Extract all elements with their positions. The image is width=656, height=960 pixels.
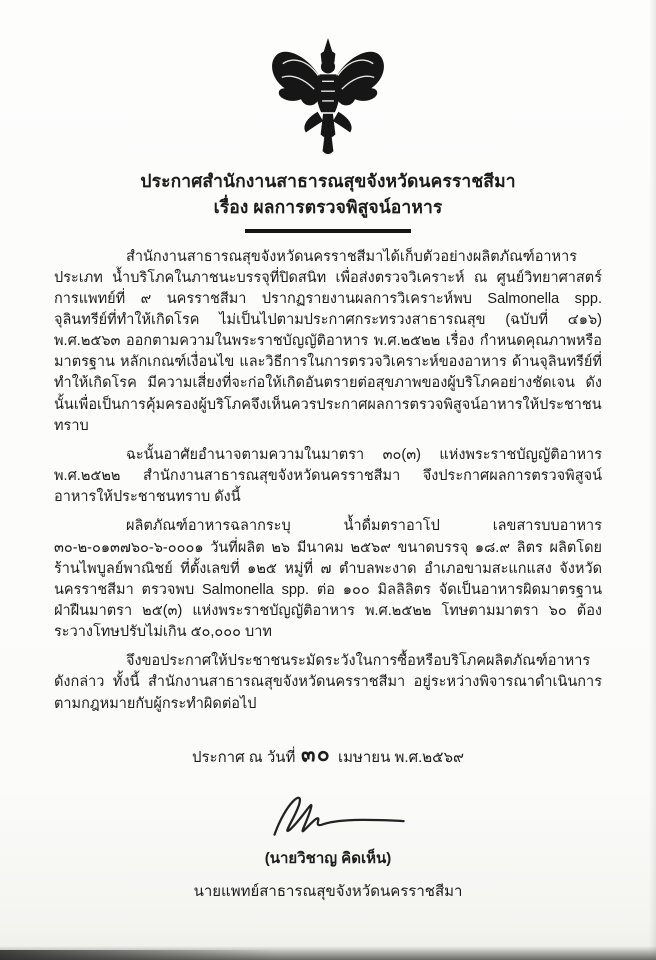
- emblem-container: [0, 0, 656, 162]
- signature-container: [24, 786, 656, 844]
- date-suffix: เมษายน พ.ศ.๒๕๖๙: [337, 748, 465, 766]
- paragraph-warning: จึงขอประกาศให้ประชาชนระมัดระวังในการซื้อหรือบริโภคผลิตภัณฑ์อาหารดังกล่าว ทั้งนี้ สำนักงานสาธารณสุขจังหวัดนครราชสีมา อยู่ระหว่างพิจารณาดำเนินการตามกฎหมายกับผู้กระทำผิดต่อไป: [54, 653, 602, 712]
- garuda-emblem-icon: [269, 38, 387, 162]
- paragraph-authority: ฉะนั้นอาศัยอำนาจตามความในมาตรา ๓๐(๓) แห่งพระราชบัญญัติอาหาร พ.ศ.๒๕๒๒ สำนักงานสาธารณสุขจังหวัดนครราชสีมา จึงประกาศผลการตรวจพิสูจน์อาหารให้ประชาชนทราบ ดังนี้: [54, 446, 602, 506]
- date-prefix: ประกาศ ณ วันที่: [191, 748, 296, 766]
- paragraph-intro: สำนักงานสาธารณสุขจังหวัดนครราชสีมาได้เก็บตัวอย่างผลิตภัณฑ์อาหารประเภท น้ำบริโภคในภาชนะบรรจุที่ปิดสนิท เพื่อส่งตรวจวิเคราะห์ ณ ศูนย์วิทยาศาสตร์การแพทย์ที่ ๙ นครราชสีมา ปรากฏรายงานผลการวิเคราะห์พบ Salmonella spp. จุลินทรีย์ที่ทำให้เกิดโรค ไม่เป็นไปตามประกาศกระทรวงสาธารณสุข (ฉบับที่ ๔๑๖) พ.ศ.๒๕๖๓ ออกตามความในพระราชบัญญัติอาหาร พ.ศ.๒๕๒๒ เรื่อง กำหนดคุณภาพหรือมาตรฐาน หลักเกณฑ์เงื่อนไข และวิธีการในการตรวจวิเคราะห์ของอาหาร ด้านจุลินทรีย์ที่ทำให้เกิดโรค มีความเสี่ยงที่จะก่อให้เกิดอันตรายต่อสุขภาพของผู้บริโภคอย่างชัดเจน ดังนั้นเพื่อเป็นการคุ้มครองผู้บริโภคจึงเห็นควรประกาศผลการตรวจพิสูจน์อาหารให้ประชาชนทราบ: [54, 248, 602, 434]
- announcement-date-line: [0, 739, 656, 772]
- signer-name: (นายวิชาญ คิดเห็น): [264, 849, 392, 867]
- paragraph-product-details: ผลิตภัณฑ์อาหารฉลากระบุ น้ำดื่มตราอาโป เลขสารบบอาหาร ๓๐-๒-๐๑๓๗๖๐-๖-๐๐๐๑ วันที่ผลิต ๒๖ มีนาคม ๒๕๖๙ ขนาดบรรจุ ๑๘.๙ ลิตร ผลิตโดย ร้านไพบูลย์พาณิชย์ ที่ตั้งเลขที่ ๑๒๕ หมู่ที่ ๗ ตำบลพะงาด อำเภอขามสะแกแสง จังหวัดนครราชสีมา ตรวจพบ Salmonella spp. ต่อ ๑๐๐ มิลลิลิตร จัดเป็นอาหารผิดมาตรฐาน ฝ่าฝืนมาตรา ๒๕(๓) แห่งพระราชบัญญัติอาหาร พ.ศ.๒๕๒๒ โทษตามมาตรา ๖๐ ต้องระวางโทษปรับไม่เกิน ๕๐,๐๐๐ บาท: [54, 518, 602, 641]
- document-title-line2: เรื่อง ผลการตรวจพิสูจน์อาหาร: [213, 197, 443, 218]
- scan-bottom-shadow: [0, 946, 656, 960]
- handwritten-day: ๓๐: [300, 742, 332, 767]
- announcement-body: [54, 247, 602, 715]
- signer-position: นายแพทย์สาธารณสุขจังหวัดนครราชสีมา: [193, 882, 463, 900]
- signature-icon: [260, 786, 420, 844]
- title-divider-line: [245, 229, 411, 233]
- document-title: [0, 168, 656, 221]
- document-title-line1: ประกาศสำนักงานสาธารณสุขจังหวัดนครราชสีมา: [140, 171, 516, 191]
